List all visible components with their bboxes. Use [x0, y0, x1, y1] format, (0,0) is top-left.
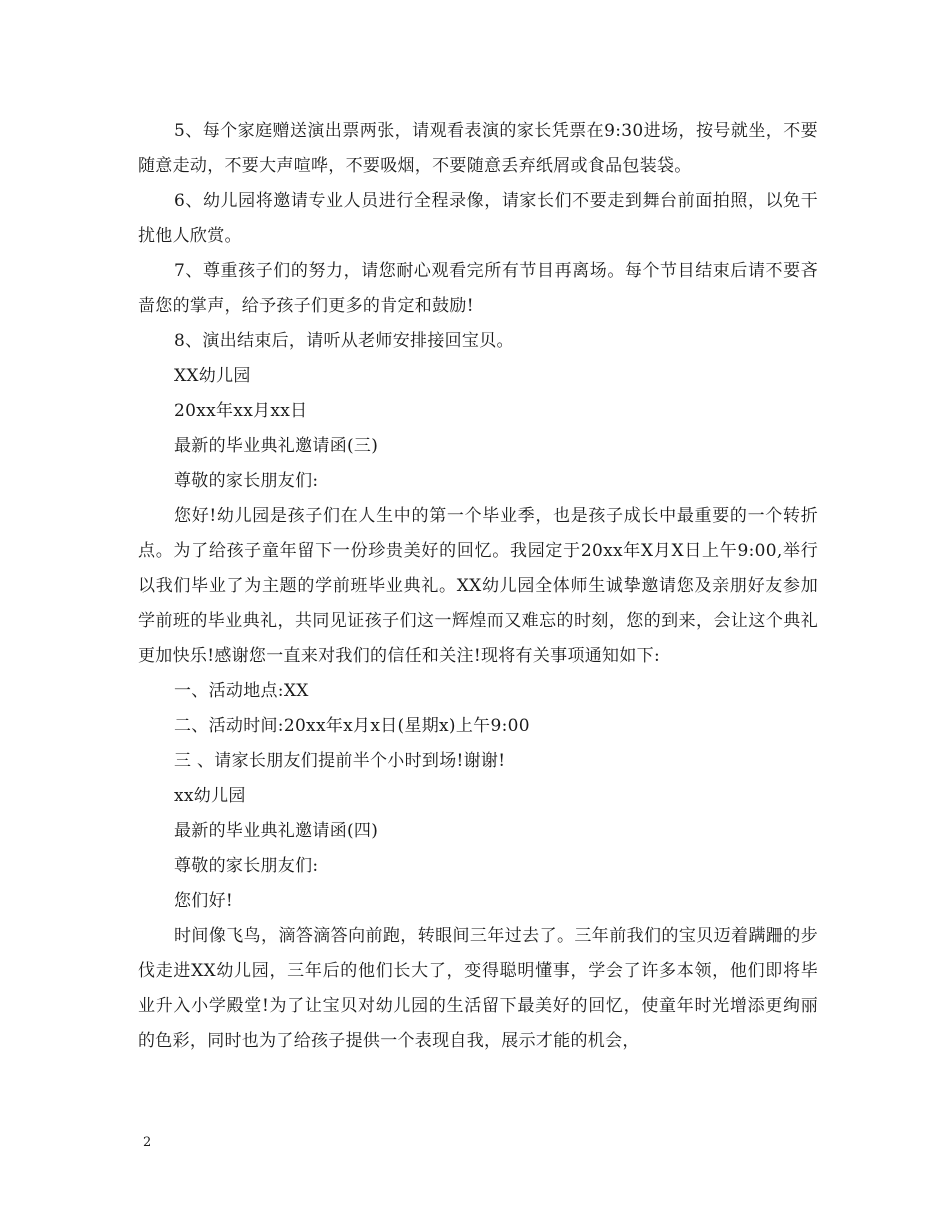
salutation: 尊敬的家长朋友们:	[174, 471, 319, 491]
signature-kindergarten: XX幼儿园	[174, 366, 251, 386]
paragraph-rule-6: 6、幼儿园将邀请专业人员进行全程录像，请家长们不要走到舞台前面拍照，以免干扰他人欣赏。	[138, 191, 818, 246]
signature-date: 20xx年xx月xx日	[174, 401, 308, 421]
section-title-three: 最新的毕业典礼邀请函(三)	[174, 436, 379, 456]
invitation-body: 您好!幼儿园是孩子们在人生中的第一个毕业季，也是孩子成长中最重要的一个转折点。为了给孩子童年留下一份珍贵美好的回忆。我园定于20xx年X月X日上午9:00,举行以我们毕业了为主题的学前班毕业典礼。XX幼儿园全体师生诚挚邀请您及亲朋好友参加学前班的毕业典礼，共同见证孩子们这一辉煌而又难忘的时刻，您的到来，会让这个典礼更加快乐!感谢您一直来对我们的信任和关注!现将有关事项通知如下:	[138, 506, 818, 666]
document-body	[138, 114, 818, 1059]
invitation-body-2: 时间像飞鸟，滴答滴答向前跑，转眼间三年过去了。三年前我们的宝贝迈着蹒跚的步伐走进XX幼儿园，三年后的他们长大了，变得聪明懂事，学会了许多本领，他们即将毕业升入小学殿堂!为了让宝贝对幼儿园的生活留下最美好的回忆，使童年时光增添更绚丽的色彩，同时也为了给孩子提供一个表现自我，展示才能的机会，	[138, 926, 818, 1051]
section-title-four: 最新的毕业典礼邀请函(四)	[174, 821, 379, 841]
paragraph-rule-7: 7、尊重孩子们的努力，请您耐心观看完所有节目再离场。每个节目结束后请不要吝啬您的掌声，给予孩子们更多的肯定和鼓励!	[138, 261, 818, 316]
paragraph-rule-5: 5、每个家庭赠送演出票两张，请观看表演的家长凭票在9:30进场，按号就坐，不要随意走动，不要大声喧哗，不要吸烟，不要随意丢弃纸屑或食品包装袋。	[138, 121, 818, 176]
activity-time: 二、活动时间:20xx年x月x日(星期x)上午9:00	[174, 716, 530, 736]
salutation-2: 尊敬的家长朋友们:	[174, 856, 319, 876]
arrival-note: 三 、请家长朋友们提前半个小时到场!谢谢!	[174, 751, 506, 771]
signature-kindergarten-2: xx幼儿园	[174, 786, 246, 806]
activity-location: 一、活动地点:XX	[174, 681, 309, 701]
greeting: 您们好!	[174, 891, 234, 911]
page-number: 2	[143, 1135, 152, 1150]
paragraph-rule-8: 8、演出结束后，请听从老师安排接回宝贝。	[174, 331, 514, 351]
